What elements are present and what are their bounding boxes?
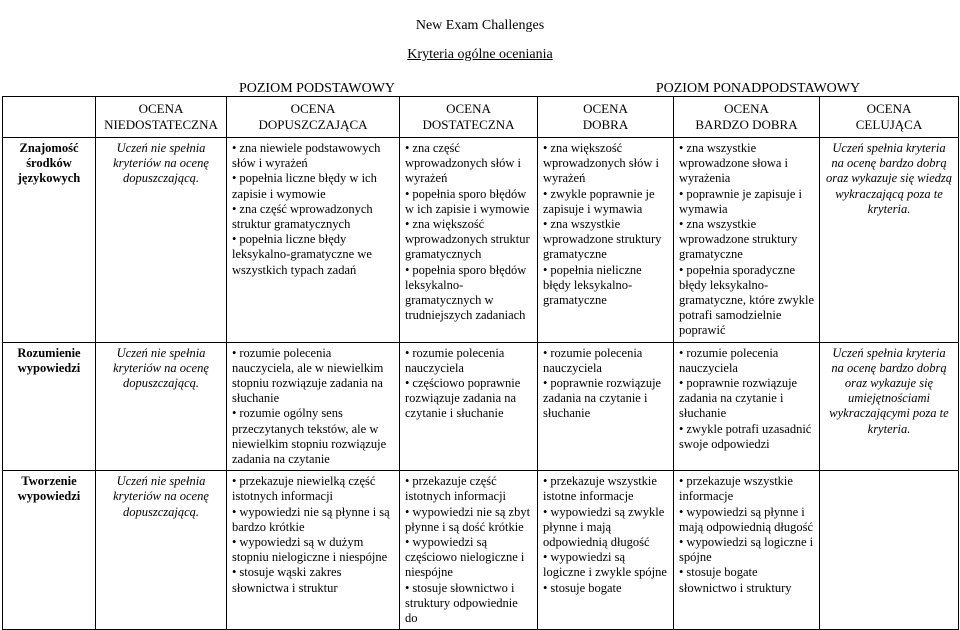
cell-bardzo-dobra: • rozumie polecenia nauczyciela • poprawnie rozwiązuje zadania na czytanie i słuchanie • zwykle potrafi uzasadnić swoje odpowiedzi xyxy=(674,342,820,471)
cell-celujaca xyxy=(820,471,959,630)
row-category: Rozumienie wypowiedzi xyxy=(3,342,96,471)
header-row xyxy=(3,97,959,138)
cell-dostateczna: • rozumie polecenia nauczyciela • częściowo poprawnie rozwiązuje zadania na czytanie i słuchanie xyxy=(400,342,538,471)
header-celujaca: OCENA CELUJĄCA xyxy=(820,97,959,138)
cell-dopuszczajaca: • przekazuje niewielką część istotnych informacji • wypowiedzi nie są płynne i są bardzo krótkie • wypowiedzi są w dużym stopniu nielogiczne i niespójne • stosuje wąski zakres słownictwa i struktur xyxy=(227,471,400,630)
header-dopuszczajaca: OCENA DOPUSZCZAJĄCA xyxy=(227,97,400,138)
cell-dostateczna: • przekazuje część istotnych informacji • wypowiedzi nie są zbyt płynne i są dość krótkie • wypowiedzi są częściowo nielogiczne i niespójne • stosuje słownictwo i struktury odpowiednie do xyxy=(400,471,538,630)
cell-niedostateczna: Uczeń nie spełnia kryteriów na ocenę dopuszczającą. xyxy=(96,342,227,471)
cell-dopuszczajaca: • zna niewiele podstawowych słów i wyrażeń • popełnia liczne błędy w ich zapisie i wymowie • zna część wprowadzonych struktur gramatycznych • popełnia liczne błędy leksykalno-gramatyczne we wszystkich typach zadań xyxy=(227,138,400,343)
cell-dobra: • rozumie polecenia nauczyciela • poprawnie rozwiązuje zadania na czytanie i słuchanie xyxy=(538,342,674,471)
cell-bardzo-dobra: • zna wszystkie wprowadzone słowa i wyrażenia • poprawnie je zapisuje i wymawia • zna wszystkie wprowadzone struktury gramatyczne • popełnia sporadyczne błędy leksykalno-gramatyczne, które zwykle potrafi samodzielnie poprawić xyxy=(674,138,820,343)
header-niedostateczna: OCENA NIEDOSTATECZNA xyxy=(96,97,227,138)
document-subtitle: Kryteria ogólne oceniania xyxy=(407,47,553,62)
cell-celujaca: Uczeń spełnia kryteria na ocenę bardzo dobrą oraz wykazuje się umiejętnościami wykraczającymi poza te kryteria. xyxy=(820,342,959,471)
document-title: New Exam Challenges xyxy=(415,18,545,33)
cell-bardzo-dobra: • przekazuje wszystkie informacje • wypowiedzi są płynne i mają odpowiednią długość • wypowiedzi są logiczne i spójne • stosuje bogate słownictwo i struktury xyxy=(674,471,820,630)
level-advanced-label: POZIOM PONADPODSTAWOWY xyxy=(655,81,861,96)
cell-dobra: • przekazuje wszystkie istotne informacje • wypowiedzi są zwykle płynne i mają odpowiednią długość • wypowiedzi są logiczne i zwykle spójne • stosuje bogate xyxy=(538,471,674,630)
row-category: Tworzenie wypowiedzi xyxy=(3,471,96,630)
cell-dobra: • zna większość wprowadzonych słów i wyrażeń • zwykle poprawnie je zapisuje i wymawia • zna wszystkie wprowadzone struktury gramatyczne • popełnia nieliczne błędy leksykalno-gramatyczne xyxy=(538,138,674,343)
cell-celujaca: Uczeń spełnia kryteria na ocenę bardzo dobrą oraz wykazuje się wiedzą wykraczającą poza te kryteria. xyxy=(820,138,959,343)
row-category: Znajomość środków językowych xyxy=(3,138,96,343)
table-row xyxy=(3,138,959,343)
cell-dostateczna: • zna część wprowadzonych słów i wyrażeń • popełnia sporo błędów w ich zapisie i wymowie • zna większość wprowadzonych struktur gramatycznych • popełnia sporo błędów leksykalno-gramatycznych w trudniejszych zadaniach xyxy=(400,138,538,343)
cell-niedostateczna: Uczeń nie spełnia kryteriów na ocenę dopuszczającą. xyxy=(96,138,227,343)
header-dostateczna: OCENA DOSTATECZNA xyxy=(400,97,538,138)
cell-niedostateczna: Uczeń nie spełnia kryteriów na ocenę dopuszczającą. xyxy=(96,471,227,630)
level-basic-label: POZIOM PODSTAWOWY xyxy=(238,81,396,96)
table-row xyxy=(3,342,959,471)
cell-dopuszczajaca: • rozumie polecenia nauczyciela, ale w niewielkim stopniu rozwiązuje zadania na słuchanie • rozumie ogólny sens przeczytanych tekstów, ale w niewielkim stopniu rozwiązuje zadania na czytanie xyxy=(227,342,400,471)
header-corner xyxy=(3,97,96,138)
grading-criteria-table xyxy=(2,96,959,630)
header-bardzo-dobra: OCENA BARDZO DOBRA xyxy=(674,97,820,138)
table-row xyxy=(3,471,959,630)
header-dobra: OCENA DOBRA xyxy=(538,97,674,138)
